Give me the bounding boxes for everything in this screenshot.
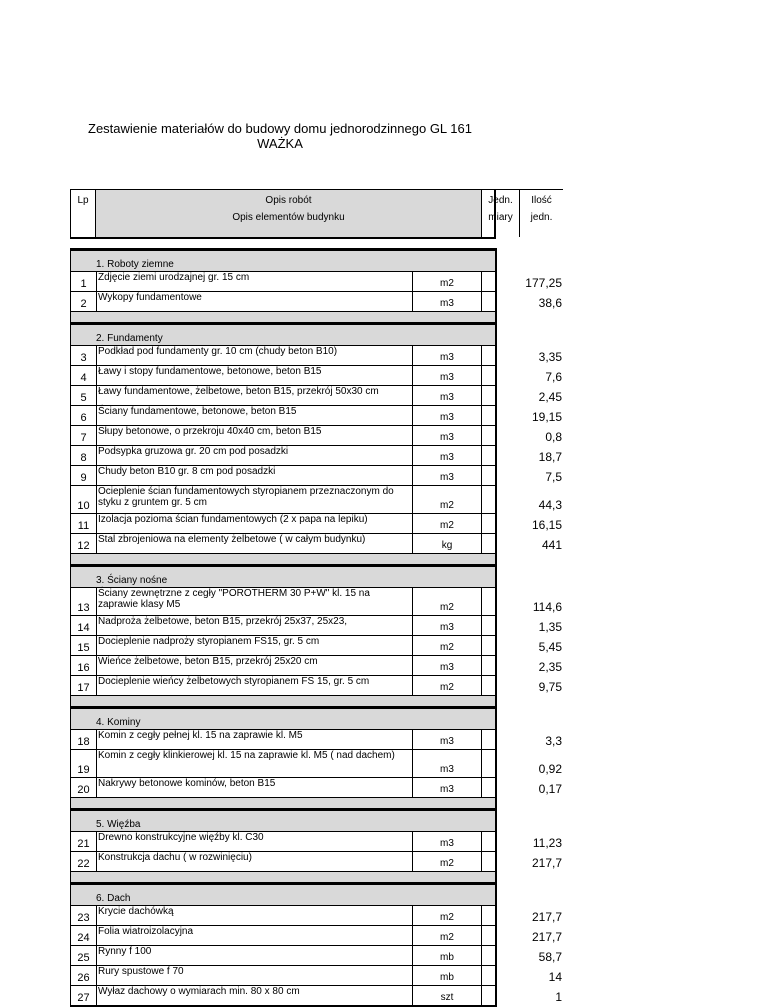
row-description: Słupy betonowe, o przekroju 40x40 cm, beton B15 xyxy=(96,426,409,445)
row-number: 1 xyxy=(80,278,87,290)
row-description: Ściany fundamentowe, betonowe, beton B15 xyxy=(96,406,409,425)
row-quantity-cell xyxy=(482,346,564,365)
row-number: 27 xyxy=(77,992,90,1004)
section-gap xyxy=(71,311,495,322)
row-unit: mb xyxy=(440,952,454,963)
row-number: 7 xyxy=(80,432,87,444)
row-quantity-cell xyxy=(482,986,564,1005)
table-row xyxy=(71,851,562,871)
row-quantity: 217,7 xyxy=(531,930,562,944)
row-unit-cell xyxy=(412,272,482,291)
row-quantity: 177,25 xyxy=(525,276,562,290)
row-unit: m3 xyxy=(440,472,454,483)
row-unit: m2 xyxy=(440,912,454,923)
row-unit-cell xyxy=(412,588,482,615)
section-title: 6. Dach xyxy=(96,893,131,904)
row-unit-cell xyxy=(412,986,482,1005)
row-unit: szt xyxy=(440,992,454,1003)
row-unit: m2 xyxy=(440,858,454,869)
row-unit-cell xyxy=(412,426,482,445)
row-unit-cell xyxy=(412,534,482,553)
row-unit-cell xyxy=(412,386,482,405)
table-row xyxy=(71,465,562,485)
row-unit-cell xyxy=(412,636,482,655)
row-quantity-cell xyxy=(482,778,564,797)
row-quantity-cell xyxy=(482,730,564,749)
row-unit-cell xyxy=(412,906,482,925)
row-quantity-cell xyxy=(482,926,564,945)
table-row xyxy=(71,587,562,615)
section-title: 4. Kominy xyxy=(96,717,141,728)
row-number: 6 xyxy=(80,412,87,424)
row-quantity-cell xyxy=(482,426,564,445)
row-unit-cell xyxy=(412,852,482,871)
table-row xyxy=(71,729,562,749)
row-unit: m3 xyxy=(440,784,454,795)
row-description: Ławy i stopy fundamentowe, betonowe, beton B15 xyxy=(96,366,409,385)
row-quantity: 44,3 xyxy=(538,498,562,512)
row-description: Nakrywy betonowe kominów, beton B15 xyxy=(96,778,409,797)
row-quantity: 18,7 xyxy=(538,450,562,464)
section-header xyxy=(71,322,495,345)
table-row xyxy=(71,655,562,675)
row-number: 11 xyxy=(77,520,90,532)
row-number: 16 xyxy=(77,662,90,674)
row-number: 8 xyxy=(80,452,87,464)
section-header xyxy=(71,248,495,271)
section-gap xyxy=(71,797,495,808)
header-quantity-line1: Ilość xyxy=(531,195,552,206)
row-quantity-cell xyxy=(482,852,564,871)
row-number: 13 xyxy=(77,602,90,614)
table-row xyxy=(71,675,562,695)
row-quantity-cell xyxy=(482,446,564,465)
row-number: 9 xyxy=(80,472,87,484)
row-description: Rynny f 100 xyxy=(96,946,409,965)
row-unit-cell xyxy=(412,514,482,533)
row-unit-cell xyxy=(412,750,482,777)
row-description: Folia wiatroizolacyjna xyxy=(96,926,409,945)
row-quantity-cell xyxy=(482,676,564,695)
row-quantity: 0,17 xyxy=(538,782,562,796)
row-description: Chudy beton B10 gr. 8 cm pod posadzki xyxy=(96,466,409,485)
row-description: Nadproża żelbetowe, beton B15, przekrój 25x37, 25x23, xyxy=(96,616,409,635)
row-quantity: 0,8 xyxy=(545,430,562,444)
table-row xyxy=(71,615,562,635)
row-description: Ściany zewnętrzne z cegły "POROTHERM 30 P+W" kl. 15 na zaprawie klasy M5 xyxy=(96,588,409,615)
row-description: Podkład pod fundamenty gr. 10 cm (chudy beton B10) xyxy=(96,346,409,365)
row-description: Drewno konstrukcyjne więźby kl. C30 xyxy=(96,832,409,851)
row-description: Docieplenie nadproży styropianem FS15, gr. 5 cm xyxy=(96,636,409,655)
row-description: Zdjęcie ziemi urodzajnej gr. 15 cm xyxy=(96,272,409,291)
table-row xyxy=(71,533,562,553)
row-quantity-cell xyxy=(482,292,564,311)
row-unit: m3 xyxy=(440,352,454,363)
row-quantity: 217,7 xyxy=(531,856,562,870)
section-header xyxy=(71,808,495,831)
row-number: 5 xyxy=(80,392,87,404)
row-description: Ocieplenie ścian fundamentowych styropianem przeznaczonym do styku z gruntem gr. 5 cm xyxy=(96,486,409,513)
row-quantity: 1 xyxy=(555,990,562,1004)
row-unit: m2 xyxy=(440,520,454,531)
row-quantity-cell xyxy=(482,272,564,291)
header-opis-robot: Opis robót xyxy=(265,195,312,206)
row-unit: m3 xyxy=(440,662,454,673)
row-quantity-cell xyxy=(482,616,564,635)
table-row xyxy=(71,945,562,965)
row-unit: m3 xyxy=(440,838,454,849)
row-description: Stal zbrojeniowa na elementy żelbetowe ( w całym budynku) xyxy=(96,534,409,553)
row-unit: kg xyxy=(441,540,453,551)
row-unit-cell xyxy=(412,486,482,513)
row-number: 3 xyxy=(80,352,87,364)
row-quantity-cell xyxy=(482,486,564,513)
row-quantity-cell xyxy=(482,750,564,777)
table-row xyxy=(71,925,562,945)
row-quantity: 3,3 xyxy=(545,734,562,748)
title-line-1: Zestawienie materiałów do budowy domu jednorodzinnego GL 161 xyxy=(88,121,472,136)
row-quantity: 2,45 xyxy=(538,390,562,404)
row-number: 2 xyxy=(80,298,87,310)
row-quantity-cell xyxy=(482,588,564,615)
row-description: Wykopy fundamentowe xyxy=(96,292,409,311)
table-row xyxy=(71,365,562,385)
table-row xyxy=(71,385,562,405)
row-quantity: 1,35 xyxy=(538,620,562,634)
section-title: 2. Fundamenty xyxy=(96,333,163,344)
section-gap xyxy=(71,695,495,706)
row-unit: m2 xyxy=(440,642,454,653)
row-quantity-cell xyxy=(482,466,564,485)
row-unit-cell xyxy=(412,778,482,797)
row-description: Komin z cegły klinkierowej kl. 15 na zaprawie kl. M5 ( nad dachem) xyxy=(96,750,409,777)
table-row xyxy=(71,749,562,777)
row-unit-cell xyxy=(412,966,482,985)
row-description: Komin z cegły pełnej kl. 15 na zaprawie kl. M5 xyxy=(96,730,409,749)
section-header xyxy=(71,706,495,729)
header-unit-line2: miary xyxy=(488,212,513,223)
row-quantity-cell xyxy=(482,906,564,925)
section-title: 1. Roboty ziemne xyxy=(96,259,174,270)
table-row xyxy=(71,635,562,655)
table-row xyxy=(71,345,562,365)
materials-table xyxy=(70,248,562,1007)
table-row xyxy=(71,777,562,797)
row-unit-cell xyxy=(412,292,482,311)
row-unit-cell xyxy=(412,366,482,385)
table-row xyxy=(71,425,562,445)
row-quantity: 0,92 xyxy=(538,762,562,776)
row-number: 23 xyxy=(77,912,90,924)
row-quantity: 2,35 xyxy=(538,660,562,674)
table-row xyxy=(71,965,562,985)
row-quantity-cell xyxy=(482,406,564,425)
row-unit: m3 xyxy=(440,764,454,775)
row-quantity: 7,6 xyxy=(545,370,562,384)
row-description: Wyłaz dachowy o wymiarach min. 80 x 80 cm xyxy=(96,986,409,1005)
row-number: 25 xyxy=(77,952,90,964)
row-unit-cell xyxy=(412,466,482,485)
row-number: 4 xyxy=(80,372,87,384)
header-opis-elementow: Opis elementów budynku xyxy=(232,212,345,223)
row-description: Konstrukcja dachu ( w rozwinięciu) xyxy=(96,852,409,871)
row-description: Krycie dachówką xyxy=(96,906,409,925)
row-unit: m2 xyxy=(440,682,454,693)
row-unit: m3 xyxy=(440,298,454,309)
section-title: 5. Więźba xyxy=(96,819,141,830)
row-quantity: 58,7 xyxy=(538,950,562,964)
row-number: 21 xyxy=(77,838,90,850)
row-number: 15 xyxy=(77,642,90,654)
section-gap xyxy=(71,871,495,882)
table-row xyxy=(71,291,562,311)
row-description: Podsypka gruzowa gr. 20 cm pod posadzki xyxy=(96,446,409,465)
title-line-2: WAŻKA xyxy=(257,136,303,151)
row-number: 18 xyxy=(77,736,90,748)
row-unit-cell xyxy=(412,676,482,695)
header-unit xyxy=(481,189,519,237)
row-description: Docieplenie wieńcy żelbetowych styropianem FS 15, gr. 5 cm xyxy=(96,676,409,695)
row-unit: mb xyxy=(440,972,454,983)
row-description: Ławy fundamentowe, żelbetowe, beton B15, przekrój 50x30 cm xyxy=(96,386,409,405)
table-row xyxy=(71,271,562,291)
row-quantity-cell xyxy=(482,946,564,965)
table-row xyxy=(71,985,562,1005)
row-quantity-cell xyxy=(482,534,564,553)
row-unit-cell xyxy=(412,730,482,749)
row-number: 26 xyxy=(77,972,90,984)
row-quantity-cell xyxy=(482,832,564,851)
row-quantity: 217,7 xyxy=(531,910,562,924)
row-quantity-cell xyxy=(482,514,564,533)
row-description: Rury spustowe f 70 xyxy=(96,966,409,985)
row-quantity: 16,15 xyxy=(531,518,562,532)
row-unit-cell xyxy=(412,616,482,635)
row-quantity-cell xyxy=(482,636,564,655)
row-quantity-cell xyxy=(482,366,564,385)
row-unit-cell xyxy=(412,406,482,425)
row-unit: m2 xyxy=(440,602,454,613)
row-unit: m3 xyxy=(440,432,454,443)
table-row xyxy=(71,485,562,513)
row-unit: m3 xyxy=(440,452,454,463)
row-unit-cell xyxy=(412,832,482,851)
row-number: 24 xyxy=(77,932,90,944)
header-description xyxy=(95,189,481,237)
row-quantity: 441 xyxy=(541,538,562,552)
row-quantity: 14 xyxy=(548,970,562,984)
row-number: 17 xyxy=(77,682,90,694)
section-title: 3. Ściany nośne xyxy=(96,575,168,586)
row-number: 12 xyxy=(77,540,90,552)
row-unit-cell xyxy=(412,346,482,365)
header-lp: Lp xyxy=(70,189,95,237)
row-unit-cell xyxy=(412,946,482,965)
row-quantity: 11,23 xyxy=(532,836,562,850)
row-number: 14 xyxy=(77,622,90,634)
header-unit-line1: Jedn. xyxy=(488,195,513,206)
section-header xyxy=(71,882,495,905)
table-row xyxy=(71,445,562,465)
row-quantity: 114,6 xyxy=(532,600,562,614)
row-quantity: 5,45 xyxy=(538,640,562,654)
section-header xyxy=(71,564,495,587)
row-number: 22 xyxy=(77,858,90,870)
header-quantity xyxy=(519,189,563,237)
table-row xyxy=(71,405,562,425)
table-row xyxy=(71,831,562,851)
table-row xyxy=(71,513,562,533)
row-unit: m2 xyxy=(440,932,454,943)
row-description: Izolacja pozioma ścian fundamentowych (2 x papa na lepiku) xyxy=(96,514,409,533)
row-number: 20 xyxy=(77,784,90,796)
row-quantity: 38,6 xyxy=(538,296,562,310)
row-unit: m3 xyxy=(440,622,454,633)
row-unit-cell xyxy=(412,656,482,675)
row-unit: m3 xyxy=(440,736,454,747)
row-unit: m2 xyxy=(440,278,454,289)
row-unit: m3 xyxy=(440,392,454,403)
row-unit-cell xyxy=(412,926,482,945)
row-quantity-cell xyxy=(482,656,564,675)
header-quantity-line2: jedn. xyxy=(530,212,553,223)
document-title xyxy=(70,121,490,151)
table-header xyxy=(70,189,553,239)
row-unit: m2 xyxy=(440,500,454,511)
row-quantity: 3,35 xyxy=(538,350,562,364)
row-number: 10 xyxy=(77,500,90,512)
table-row xyxy=(71,905,562,925)
row-quantity: 19,15 xyxy=(531,410,562,424)
row-unit-cell xyxy=(412,446,482,465)
row-quantity: 9,75 xyxy=(538,680,562,694)
section-gap xyxy=(71,553,495,564)
row-description: Wieńce żelbetowe, beton B15, przekrój 25x20 cm xyxy=(96,656,409,675)
row-quantity: 7,5 xyxy=(545,470,562,484)
row-unit: m3 xyxy=(440,372,454,383)
row-quantity-cell xyxy=(482,386,564,405)
row-quantity-cell xyxy=(482,966,564,985)
row-number: 19 xyxy=(77,764,90,776)
row-unit: m3 xyxy=(440,412,454,423)
